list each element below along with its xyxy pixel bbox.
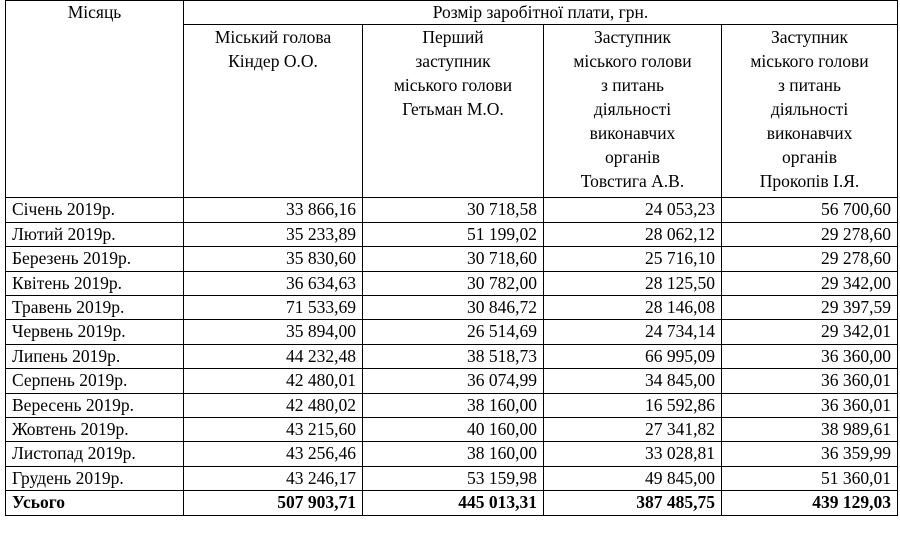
value-cell: 43 246,17 <box>184 466 363 490</box>
value-cell: 24 053,23 <box>544 198 722 222</box>
table-row <box>6 442 898 466</box>
value-cell: 38 160,00 <box>363 442 544 466</box>
column-header-deputy-prokopiv <box>722 25 898 198</box>
value-cell: 29 342,00 <box>722 271 898 295</box>
value-cell: 36 074,99 <box>363 369 544 393</box>
month-cell: Жовтень 2019р. <box>6 418 184 442</box>
total-value: 439 129,03 <box>722 491 898 515</box>
value-cell: 30 846,72 <box>363 296 544 320</box>
value-cell: 71 533,69 <box>184 296 363 320</box>
value-cell: 38 160,00 <box>363 393 544 417</box>
header-line: міського голови <box>750 51 869 72</box>
table-row <box>6 344 898 368</box>
month-cell: Травень 2019р. <box>6 296 184 320</box>
value-cell: 29 397,59 <box>722 296 898 320</box>
table-row <box>6 296 898 320</box>
value-cell: 30 782,00 <box>363 271 544 295</box>
salary-table <box>5 0 898 516</box>
total-row <box>6 491 898 515</box>
value-cell: 29 278,60 <box>722 222 898 246</box>
header-line: діяльності <box>593 99 672 120</box>
month-header: Місяць <box>6 1 184 198</box>
header-line: Заступник <box>593 27 672 48</box>
month-cell: Вересень 2019р. <box>6 393 184 417</box>
value-cell: 27 341,82 <box>544 418 722 442</box>
value-cell: 29 342,01 <box>722 320 898 344</box>
value-cell: 42 480,01 <box>184 369 363 393</box>
table-row <box>6 369 898 393</box>
value-cell: 53 159,98 <box>363 466 544 490</box>
month-cell: Березень 2019р. <box>6 247 184 271</box>
total-label: Усього <box>6 491 184 515</box>
header-line: органів <box>782 147 837 168</box>
value-cell: 35 830,60 <box>184 247 363 271</box>
value-cell: 29 278,60 <box>722 247 898 271</box>
month-cell: Грудень 2019р. <box>6 466 184 490</box>
header-line: виконавчих <box>766 123 853 144</box>
value-cell: 28 062,12 <box>544 222 722 246</box>
table-row <box>6 198 898 222</box>
value-cell: 35 233,89 <box>184 222 363 246</box>
value-cell: 51 199,02 <box>363 222 544 246</box>
salary-document <box>5 0 897 516</box>
value-cell: 36 634,63 <box>184 271 363 295</box>
value-cell: 36 360,01 <box>722 369 898 393</box>
month-cell: Листопад 2019р. <box>6 442 184 466</box>
table-row <box>6 271 898 295</box>
column-header-deputy-tovstyha <box>544 25 722 198</box>
value-cell: 43 256,46 <box>184 442 363 466</box>
column-header-mayor <box>184 25 363 198</box>
header-line: Прокопів І.Я. <box>759 171 860 192</box>
table-row <box>6 247 898 271</box>
header-line: Кіндер О.О. <box>228 51 318 72</box>
header-line: міського голови <box>393 75 513 96</box>
header-line: заступник <box>415 51 491 72</box>
header-row-top <box>6 1 898 25</box>
header-line: Товстига А.В. <box>580 171 685 192</box>
table-row <box>6 466 898 490</box>
header-line: Перший <box>422 27 484 48</box>
total-value: 445 013,31 <box>363 491 544 515</box>
header-line: міського голови <box>573 51 692 72</box>
header-line: Міський голова <box>214 27 332 48</box>
value-cell: 40 160,00 <box>363 418 544 442</box>
table-row <box>6 418 898 442</box>
value-cell: 43 215,60 <box>184 418 363 442</box>
header-line: з питань <box>778 75 841 96</box>
salary-group-header: Розмір заробітної плати, грн. <box>184 1 898 25</box>
value-cell: 34 845,00 <box>544 369 722 393</box>
value-cell: 28 146,08 <box>544 296 722 320</box>
month-cell: Лютий 2019р. <box>6 222 184 246</box>
table-row <box>6 222 898 246</box>
header-line: виконавчих <box>589 123 676 144</box>
header-line: Гетьман М.О. <box>402 99 504 120</box>
header-line: з питань <box>601 75 664 96</box>
value-cell: 28 125,50 <box>544 271 722 295</box>
value-cell: 24 734,14 <box>544 320 722 344</box>
value-cell: 66 995,09 <box>544 344 722 368</box>
month-cell: Квітень 2019р. <box>6 271 184 295</box>
value-cell: 49 845,00 <box>544 466 722 490</box>
value-cell: 30 718,60 <box>363 247 544 271</box>
value-cell: 33 028,81 <box>544 442 722 466</box>
month-cell: Серпень 2019р. <box>6 369 184 393</box>
value-cell: 38 989,61 <box>722 418 898 442</box>
value-cell: 36 360,00 <box>722 344 898 368</box>
value-cell: 51 360,01 <box>722 466 898 490</box>
value-cell: 33 866,16 <box>184 198 363 222</box>
month-cell: Червень 2019р. <box>6 320 184 344</box>
value-cell: 30 718,58 <box>363 198 544 222</box>
value-cell: 38 518,73 <box>363 344 544 368</box>
header-line: діяльності <box>770 99 849 120</box>
month-cell: Липень 2019р. <box>6 344 184 368</box>
value-cell: 26 514,69 <box>363 320 544 344</box>
total-value: 387 485,75 <box>544 491 722 515</box>
total-value: 507 903,71 <box>184 491 363 515</box>
month-cell: Січень 2019р. <box>6 198 184 222</box>
value-cell: 16 592,86 <box>544 393 722 417</box>
value-cell: 35 894,00 <box>184 320 363 344</box>
value-cell: 25 716,10 <box>544 247 722 271</box>
header-line: органів <box>605 147 660 168</box>
table-row <box>6 320 898 344</box>
header-line: Заступник <box>770 27 849 48</box>
value-cell: 36 360,01 <box>722 393 898 417</box>
value-cell: 42 480,02 <box>184 393 363 417</box>
value-cell: 56 700,60 <box>722 198 898 222</box>
table-row <box>6 393 898 417</box>
value-cell: 44 232,48 <box>184 344 363 368</box>
value-cell: 36 359,99 <box>722 442 898 466</box>
column-header-first-deputy <box>363 25 544 198</box>
